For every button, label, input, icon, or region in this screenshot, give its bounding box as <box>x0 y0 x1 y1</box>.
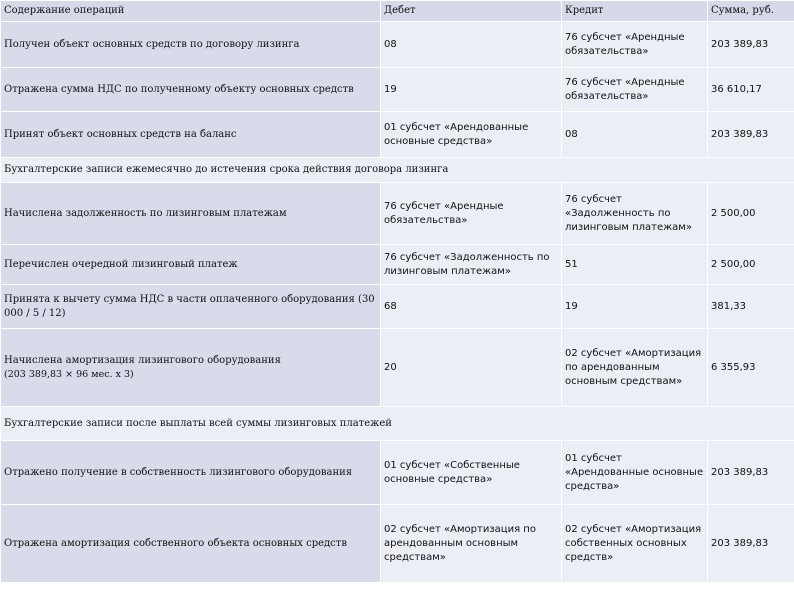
table-row <box>1 285 794 329</box>
table-row <box>1 183 794 245</box>
credit-cell: 01 субсчет «Арендованные основные средства» <box>562 441 708 505</box>
operation-cell <box>1 245 381 285</box>
debit-cell: 76 субсчет «Арендные обязательства» <box>381 183 562 245</box>
credit-cell: 02 субсчет «Амортизация по арендованным основным средствам» <box>562 329 708 407</box>
table-row <box>1 505 794 583</box>
amount-cell: 2 500,00 <box>708 183 794 245</box>
amount-cell: 2 500,00 <box>708 245 794 285</box>
credit-cell: 76 субсчет «Задолженность по лизинговым платежам» <box>562 183 708 245</box>
section-row <box>1 158 794 183</box>
operation-text: Отражено получение в собственность лизингового оборудования <box>4 466 353 478</box>
operation-text: Принят объект основных средств на баланс <box>4 128 237 140</box>
table-row <box>1 22 794 68</box>
operation-text: Получен объект основных средств по договору лизинга <box>4 38 300 50</box>
debit-cell: 01 субсчет «Собственные основные средства» <box>381 441 562 505</box>
table-row <box>1 329 794 407</box>
operation-cell <box>1 22 381 68</box>
credit-cell: 02 субсчет «Амортизация собственных основных средств» <box>562 505 708 583</box>
operation-cell <box>1 183 381 245</box>
table-row <box>1 245 794 285</box>
credit-cell: 76 субсчет «Арендные обязательства» <box>562 22 708 68</box>
header-amount: Сумма, руб. <box>708 1 794 22</box>
table-row <box>1 441 794 505</box>
operation-cell <box>1 329 381 407</box>
operation-text: Отражена сумма НДС по полученному объекту основных средств <box>4 83 354 95</box>
operation-text: Отражена амортизация собственного объекта основных средств <box>4 537 347 549</box>
table-row <box>1 112 794 158</box>
amount-cell: 36 610,17 <box>708 68 794 112</box>
operation-formula: (203 389,83 × 96 мес. х 3) <box>4 368 134 380</box>
operation-text: Начислена задолженность по лизинговым платежам <box>4 207 287 219</box>
section-heading: Бухгалтерские записи после выплаты всей суммы лизинговых платежей <box>1 407 794 441</box>
credit-cell: 51 <box>562 245 708 285</box>
operation-text: Начислена амортизация лизингового оборудования <box>4 354 281 366</box>
header-debit: Дебет <box>381 1 562 22</box>
credit-cell: 19 <box>562 285 708 329</box>
credit-cell: 76 субсчет «Арендные обязательства» <box>562 68 708 112</box>
header-operation: Содержание операций <box>1 1 381 22</box>
credit-cell: 08 <box>562 112 708 158</box>
operation-cell <box>1 441 381 505</box>
amount-cell: 203 389,83 <box>708 505 794 583</box>
debit-cell: 08 <box>381 22 562 68</box>
operation-text: Принята к вычету сумма НДС в части оплаченного оборудования (30 000 / 5 / 12) <box>4 293 375 319</box>
amount-cell: 203 389,83 <box>708 441 794 505</box>
amount-cell: 381,33 <box>708 285 794 329</box>
section-heading: Бухгалтерские записи ежемесячно до истечения срока действия договора лизинга <box>1 158 794 183</box>
table-row <box>1 68 794 112</box>
operation-cell <box>1 112 381 158</box>
header-row <box>1 1 794 22</box>
debit-cell: 02 субсчет «Амортизация по арендованным основным средствам» <box>381 505 562 583</box>
debit-cell: 01 субсчет «Арендованные основные средства» <box>381 112 562 158</box>
section-row <box>1 407 794 441</box>
debit-cell: 19 <box>381 68 562 112</box>
amount-cell: 6 355,93 <box>708 329 794 407</box>
debit-cell: 68 <box>381 285 562 329</box>
debit-cell: 20 <box>381 329 562 407</box>
amount-cell: 203 389,83 <box>708 112 794 158</box>
operation-cell <box>1 505 381 583</box>
amount-cell: 203 389,83 <box>708 22 794 68</box>
operation-text: Перечислен очередной лизинговый платеж <box>4 258 238 270</box>
header-credit: Кредит <box>562 1 708 22</box>
operation-cell <box>1 285 381 329</box>
operation-cell <box>1 68 381 112</box>
debit-cell: 76 субсчет «Задолженность по лизинговым платежам» <box>381 245 562 285</box>
